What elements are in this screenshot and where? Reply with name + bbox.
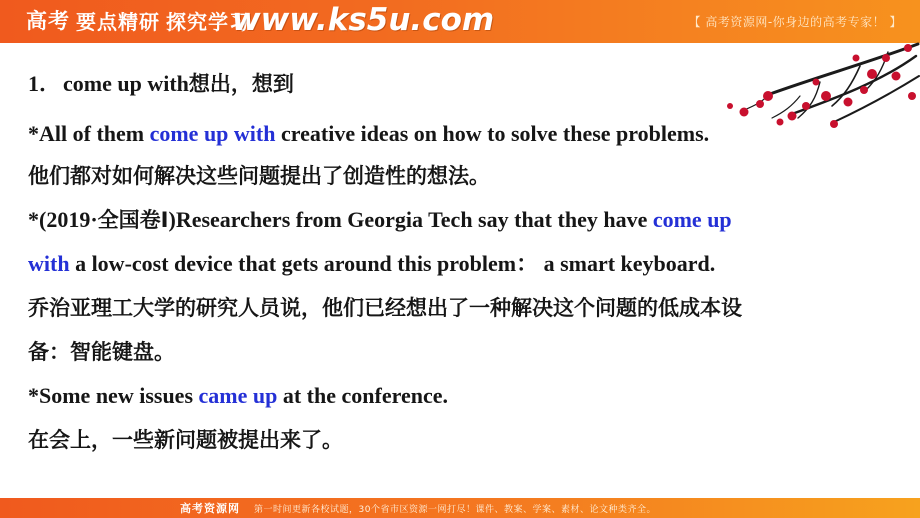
content-area	[0, 43, 920, 498]
footer-bar	[0, 498, 920, 518]
translation-2-line-1	[28, 295, 898, 321]
site-url-watermark: www.ks5u.com	[232, 2, 495, 38]
entry-meaning: 想出，想到	[188, 72, 294, 96]
example-2-post: a low-cost device that gets around this problem： a smart keyboard.	[69, 251, 716, 276]
translation-1-text: 他们都对如何解决这些问题提出了创造性的想法。	[28, 164, 490, 188]
translation-3-text: 在会上，一些新问题被提出来了。	[28, 428, 343, 452]
entry-heading	[28, 71, 898, 97]
gaokao-logo: 高考	[26, 9, 70, 33]
header-left-group	[26, 5, 250, 35]
example-2-line-1	[28, 207, 898, 233]
example-3-pre: *Some new issues	[28, 383, 199, 408]
example-1-pre: *All of them	[28, 121, 150, 146]
example-2-line-2	[28, 251, 898, 277]
translation-2-line-2	[28, 339, 898, 365]
header-phrase-2: 探究学习	[166, 9, 250, 34]
example-2-pre: *(2019·	[28, 207, 98, 232]
translation-3	[28, 427, 898, 453]
example-1-post: creative ideas on how to solve these problems.	[275, 121, 710, 146]
example-3	[28, 383, 898, 409]
example-2-mid: )Researchers from Georgia Tech say that they have	[168, 207, 653, 232]
example-2-source: 全国卷Ⅰ	[97, 208, 169, 232]
example-3-highlight: came up	[198, 383, 278, 408]
header-tagline: 【 高考资源网-你身边的高考专家！ 】	[688, 15, 902, 29]
example-1-highlight: come up with	[149, 121, 276, 146]
entry-number: 1．	[28, 71, 62, 96]
entry-phrase: come up with	[63, 71, 189, 96]
header-phrase-1: 要点精研	[76, 9, 160, 34]
header-bar	[0, 0, 920, 43]
example-2-highlight-b: with	[28, 251, 70, 276]
translation-1	[28, 163, 898, 189]
translation-2-text-2: 备：智能键盘。	[28, 340, 175, 364]
example-2-highlight-a: come up	[652, 207, 732, 232]
footer-brand: 高考资源网	[180, 502, 240, 515]
translation-2-text-1: 乔治亚理工大学的研究人员说，他们已经想出了一种解决这个问题的低成本设	[28, 296, 742, 320]
example-3-post: at the conference.	[277, 383, 448, 408]
footer-note: 第一时间更新各校试题，30个省市区资源一网打尽！课件、教案、学案、素材、论文种类齐全。	[254, 504, 656, 515]
example-1	[28, 121, 898, 147]
